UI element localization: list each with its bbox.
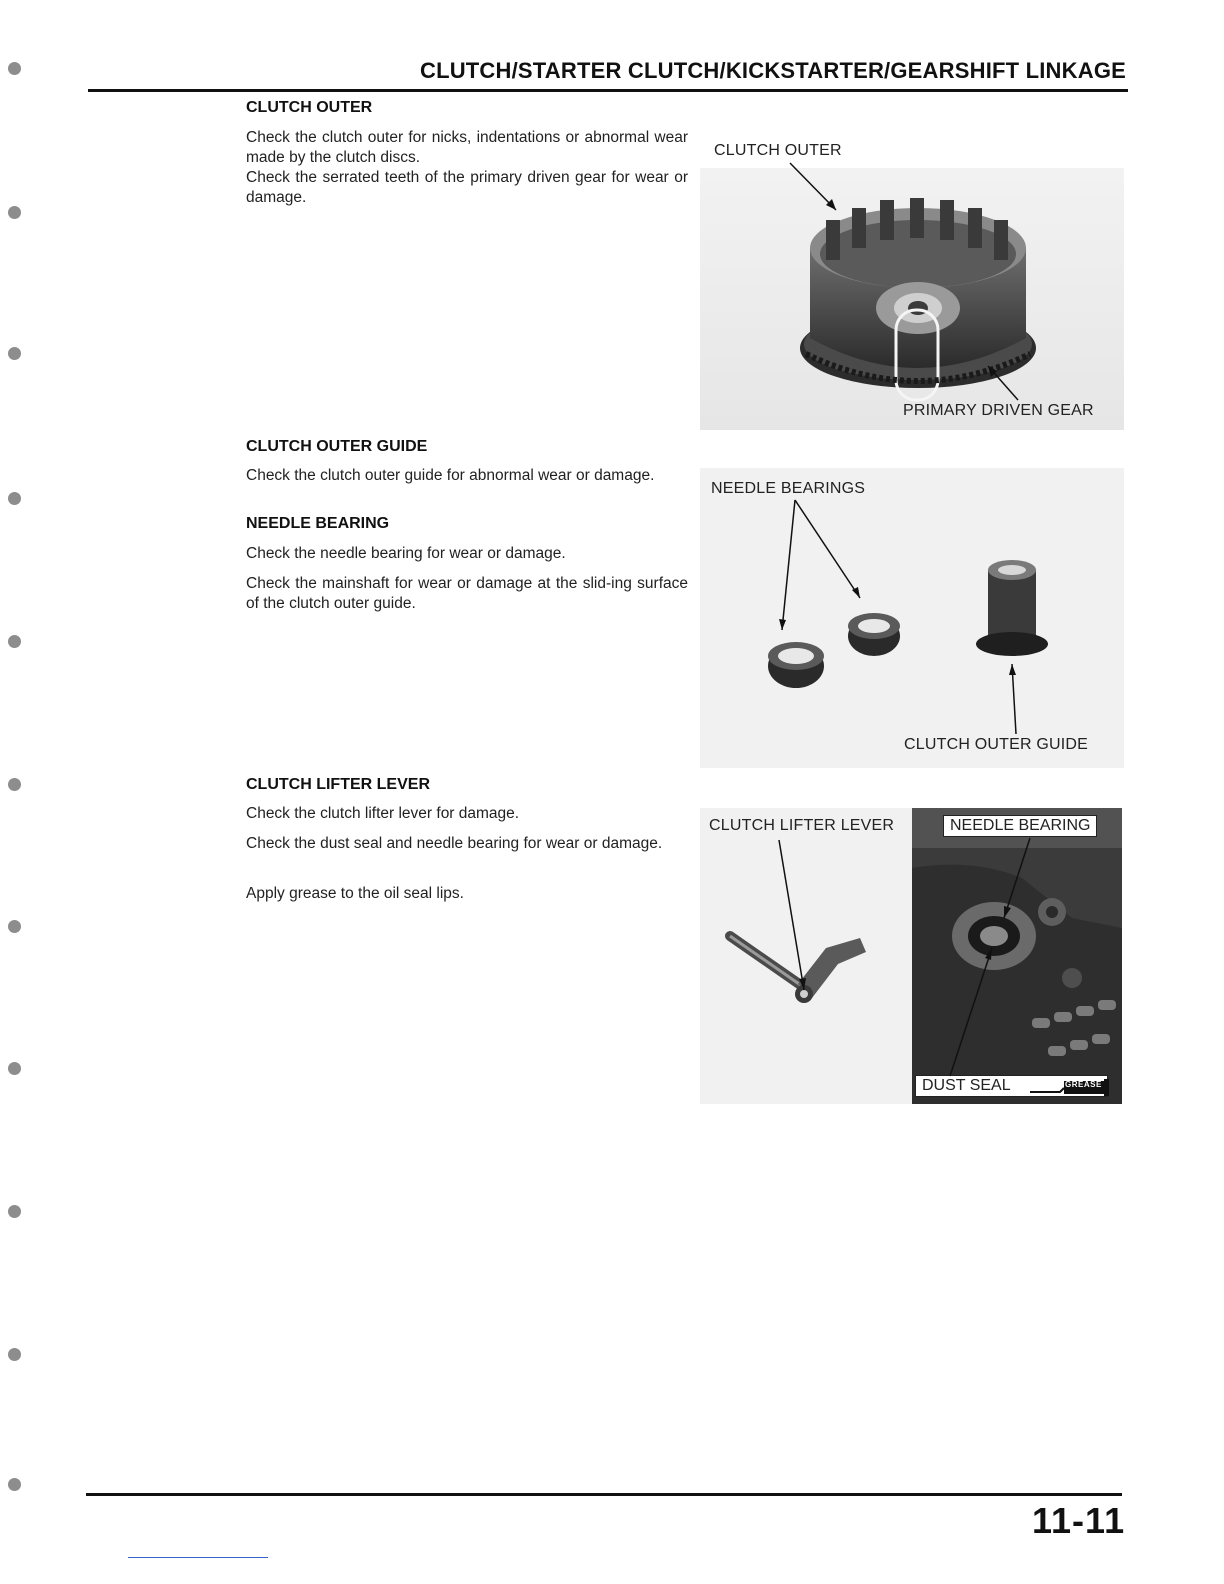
clutch-outer-text-2: Check the serrated teeth of the primary driven gear for wear or damage.	[246, 169, 688, 206]
clutch-outer-photo	[700, 168, 1124, 430]
clutch-lifter-lever-text-3: Apply grease to the oil seal lips.	[246, 885, 464, 902]
callout-dust-seal: DUST SEAL	[915, 1075, 1108, 1097]
binder-hole	[8, 1478, 21, 1491]
callout-primary-driven-gear: PRIMARY DRIVEN GEAR	[903, 402, 1094, 419]
binder-hole	[8, 206, 21, 219]
footer-rule	[86, 1493, 1122, 1496]
binder-hole	[8, 1205, 21, 1218]
callout-clutch-outer: CLUTCH OUTER	[714, 142, 842, 159]
needle-bearings-photo	[700, 468, 1124, 768]
section-heading-needle-bearing: NEEDLE BEARING	[246, 515, 390, 532]
clutch-lifter-lever-text-2: Check the dust seal and needle bearing for wear or damage.	[246, 835, 663, 852]
footer-link-line	[128, 1557, 268, 1558]
clutch-outer-illustration	[700, 168, 1124, 430]
callout-needle-bearings: NEEDLE BEARINGS	[711, 480, 866, 497]
needle-bearings-illustration	[700, 468, 1124, 768]
binder-hole	[8, 1062, 21, 1075]
section-heading-clutch-lifter-lever: CLUTCH LIFTER LEVER	[246, 776, 430, 793]
clutch-outer-guide-text: Check the clutch outer guide for abnormal wear or damage.	[246, 467, 655, 484]
binder-hole	[8, 635, 21, 648]
needle-bearing-text-2: Check the mainshaft for wear or damage at the slid-ing surface of the clutch outer guide.	[246, 575, 688, 612]
engine-case-photo	[912, 808, 1122, 1104]
clutch-outer-text-1: Check the clutch outer for nicks, indentations or abnormal wear made by the clutch discs.	[246, 129, 688, 166]
clutch-lifter-lever-photo	[700, 808, 912, 1104]
page-number: 11-11	[1032, 1500, 1126, 1541]
binder-hole	[8, 347, 21, 360]
section-heading-clutch-outer-guide: CLUTCH OUTER GUIDE	[246, 438, 428, 455]
engine-case-illustration	[912, 808, 1122, 1104]
callout-needle-bearing: NEEDLE BEARING	[943, 815, 1097, 837]
callout-clutch-lifter-lever: CLUTCH LIFTER LEVER	[709, 817, 895, 834]
binder-hole	[8, 1348, 21, 1361]
binder-hole	[8, 492, 21, 505]
page-header-title: CLUTCH/STARTER CLUTCH/KICKSTARTER/GEARSHIFT LINKAGE	[419, 58, 1126, 83]
clutch-lifter-lever-text-1: Check the clutch lifter lever for damage.	[246, 805, 520, 822]
binder-hole	[8, 62, 21, 75]
binder-hole	[8, 778, 21, 791]
binder-hole	[8, 920, 21, 933]
section-heading-clutch-outer: CLUTCH OUTER	[246, 99, 373, 116]
needle-bearing-text-1: Check the needle bearing for wear or damage.	[246, 545, 566, 562]
lifter-lever-illustration	[700, 808, 912, 1104]
grease-label: GREASE	[1065, 1080, 1102, 1089]
header-rule	[88, 89, 1128, 92]
callout-clutch-outer-guide: CLUTCH OUTER GUIDE	[904, 736, 1089, 753]
